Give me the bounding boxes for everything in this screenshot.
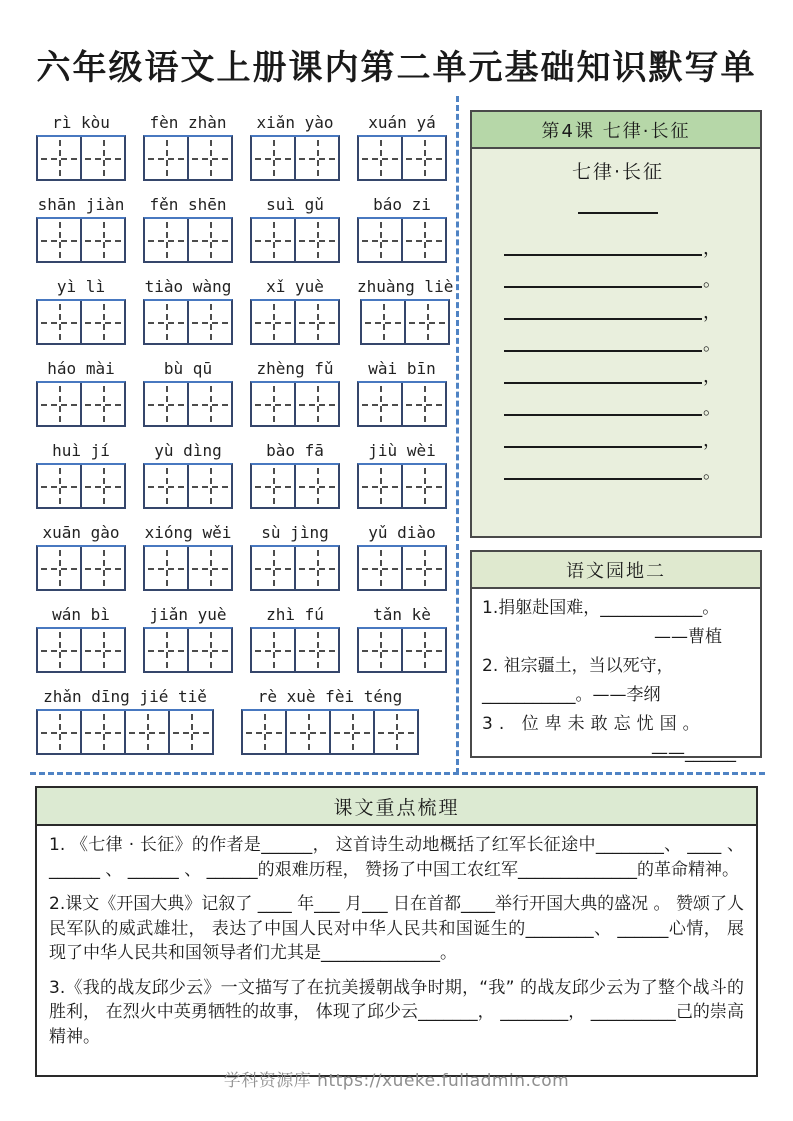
watermark-footer: 学科资源库 https://xueke.fuliadmin.com [223, 1071, 570, 1091]
writing-cell [145, 547, 189, 589]
pinyin-word-group [36, 356, 126, 427]
writing-cell [189, 465, 231, 507]
writing-cell [375, 711, 417, 753]
pinyin-label: bù qū [163, 359, 213, 378]
poem-blank-line [504, 256, 732, 291]
pinyin-word-group [36, 110, 126, 181]
pinyin-word-group [143, 602, 233, 673]
pinyin-word-group [357, 110, 447, 181]
writing-cell [189, 383, 231, 425]
writing-grid [250, 463, 340, 509]
writing-cell [38, 383, 82, 425]
writing-grid [143, 381, 233, 427]
quote-item-3: 3. 位卑未敢忘忧国。 [482, 714, 706, 734]
writing-grid [250, 381, 340, 427]
poem-line-punctuation: ， [703, 238, 721, 259]
writing-cell [126, 711, 170, 753]
writing-grid [143, 463, 233, 509]
lesson4-panel-header: 第4课 七律·长征 [472, 112, 760, 149]
pinyin-label: sù jìng [261, 523, 329, 542]
writing-cell [38, 219, 82, 261]
pinyin-label: xióng wěi [144, 523, 232, 542]
writing-cell [145, 219, 189, 261]
writing-grid [357, 217, 447, 263]
poem-blank-line [504, 416, 732, 451]
writing-cell [145, 629, 189, 671]
poem-line-punctuation: 。 [703, 270, 721, 291]
writing-cell [296, 465, 338, 507]
writing-cell [82, 383, 124, 425]
writing-grid [36, 217, 126, 263]
writing-grid [250, 545, 340, 591]
writing-cell [145, 383, 189, 425]
pinyin-word-group [241, 684, 419, 755]
pinyin-label: jiǎn yuè [149, 605, 227, 624]
writing-grid [357, 381, 447, 427]
writing-cell [296, 137, 338, 179]
poem-blank-underline [504, 350, 702, 384]
pinyin-label: yù dìng [154, 441, 222, 460]
writing-cell [82, 465, 124, 507]
pinyin-word-group [250, 356, 340, 427]
pinyin-word-group [357, 274, 453, 345]
writing-cell [296, 383, 338, 425]
lesson4-poem-panel [470, 110, 762, 538]
pinyin-label: wài bīn [368, 359, 436, 378]
writing-cell [38, 137, 82, 179]
writing-cell [170, 711, 212, 753]
writing-cell [189, 629, 231, 671]
writing-grid [36, 381, 126, 427]
pinyin-word-group [143, 110, 233, 181]
pinyin-word-group [36, 192, 126, 263]
pinyin-label: huì jí [52, 441, 110, 460]
writing-cell [38, 629, 82, 671]
quote-item-1: 1.捐躯赴国难，____________。 [482, 598, 720, 618]
poem-line-punctuation: 。 [703, 334, 721, 355]
pinyin-label: yì lì [56, 277, 106, 296]
poem-blank-line [504, 448, 732, 483]
writing-grid [143, 135, 233, 181]
yuwen-garden-header: 语文园地二 [472, 552, 760, 589]
writing-cell [82, 219, 124, 261]
writing-cell [252, 629, 296, 671]
pinyin-label: wán bì [52, 605, 110, 624]
pinyin-word-group [250, 110, 340, 181]
writing-grid [250, 135, 340, 181]
pinyin-label: zhèng fǔ [256, 359, 334, 378]
pinyin-row [36, 110, 451, 181]
writing-cell [296, 547, 338, 589]
poem-blank-underline [504, 254, 702, 288]
writing-cell [82, 301, 124, 343]
writing-grid [143, 627, 233, 673]
writing-cell [145, 137, 189, 179]
pinyin-label: yǔ diào [368, 523, 436, 542]
writing-cell [359, 383, 403, 425]
pinyin-word-group [36, 602, 126, 673]
key-points-panel [35, 786, 758, 1077]
poem-line-punctuation: 。 [703, 462, 721, 483]
writing-grid [143, 299, 233, 345]
writing-cell [359, 629, 403, 671]
writing-cell [243, 711, 287, 753]
writing-cell [403, 629, 445, 671]
pinyin-word-group [357, 438, 447, 509]
writing-cell [406, 301, 448, 343]
pinyin-label: xuán yá [368, 113, 436, 132]
quote-item-3-attribution: ——______ [651, 743, 736, 763]
poem-blank-underline [504, 222, 702, 256]
writing-cell [252, 137, 296, 179]
writing-cell [403, 547, 445, 589]
pinyin-word-group [36, 438, 126, 509]
poem-line-punctuation: ， [703, 366, 721, 387]
writing-cell [189, 137, 231, 179]
pinyin-word-group [357, 192, 447, 263]
writing-cell [38, 547, 82, 589]
pinyin-word-group [36, 684, 214, 755]
poem-lines [504, 224, 732, 483]
quote-item-1-attribution: ——曹植 [654, 627, 722, 647]
writing-cell [362, 301, 406, 343]
pinyin-row [36, 274, 454, 345]
poem-title: 七律·长征 [571, 161, 665, 183]
pinyin-word-group [250, 438, 340, 509]
writing-cell [331, 711, 375, 753]
writing-cell [252, 219, 296, 261]
pinyin-word-group [36, 520, 126, 591]
pinyin-label: rè xuè fèi téng [257, 687, 403, 706]
pinyin-label: zhuàng liè [357, 277, 454, 296]
writing-cell [145, 465, 189, 507]
writing-cell [296, 629, 338, 671]
poem-blank-underline [504, 414, 702, 448]
writing-cell [359, 465, 403, 507]
key-point-paragraph-2: 2.课文《开国大典》记叙了 ____ 年___ 月___ 日在首都____举行开国大典的盛况 。 赞颂了人民军队的威武雄壮， 表达了中国人民对中华人民共和国诞生的________、 ______心情， 展现了中华人民共和国领导者们尤其是______________。 [49, 894, 744, 963]
pinyin-label: xǐ yuè [266, 277, 324, 296]
yuwen-garden-body [472, 589, 760, 768]
poem-blank-line [504, 320, 732, 355]
writing-cell [252, 547, 296, 589]
right-column [470, 110, 762, 763]
pinyin-word-group [36, 274, 126, 345]
poem-blank-underline [504, 286, 702, 320]
vertical-dashed-divider [456, 96, 459, 774]
pinyin-label: háo mài [47, 359, 115, 378]
pinyin-grid-section [36, 110, 454, 766]
key-points-body [37, 826, 756, 1049]
poem-blank-underline [504, 382, 702, 416]
writing-grid [36, 709, 214, 755]
writing-cell [403, 219, 445, 261]
pinyin-word-group [250, 274, 340, 345]
key-point-paragraph-1: 1. 《七律 · 长征》的作者是______， 这首诗生动地概括了红军长征途中________、 ____ 、 ______ 、 ______ 、 ______的艰难历程， 赞扬了中国工农红军______________的革命精神。 [49, 835, 744, 880]
horizontal-dashed-divider [30, 772, 765, 775]
writing-cell [403, 383, 445, 425]
pinyin-word-group [143, 356, 233, 427]
poem-blank-line [504, 384, 732, 419]
pinyin-label: zhǎn dīng jié tiě [43, 687, 207, 706]
poem-body [472, 149, 760, 483]
writing-cell [82, 711, 126, 753]
writing-cell [403, 465, 445, 507]
yuwen-garden-panel [470, 550, 762, 763]
pinyin-label: jiù wèi [368, 441, 436, 460]
poem-blank-underline [504, 318, 702, 352]
pinyin-label: xuān gào [42, 523, 120, 542]
pinyin-word-group [143, 520, 233, 591]
writing-cell [252, 301, 296, 343]
writing-cell [189, 547, 231, 589]
writing-cell [189, 301, 231, 343]
writing-cell [38, 301, 82, 343]
writing-grid [36, 135, 126, 181]
pinyin-label: fěn shēn [149, 195, 227, 214]
pinyin-label: suì gǔ [266, 195, 324, 214]
page-title: 六年级语文上册课内第二单元基础知识默写单 [36, 48, 757, 88]
writing-grid [36, 463, 126, 509]
writing-cell [82, 629, 124, 671]
writing-cell [189, 219, 231, 261]
writing-grid [241, 709, 419, 755]
pinyin-word-group [250, 520, 340, 591]
writing-cell [359, 547, 403, 589]
poem-blank-line [504, 288, 732, 323]
writing-cell [403, 137, 445, 179]
writing-grid [250, 217, 340, 263]
writing-cell [296, 219, 338, 261]
writing-cell [38, 711, 82, 753]
pinyin-word-group [357, 356, 447, 427]
pinyin-word-group [357, 520, 447, 591]
pinyin-word-group [250, 192, 340, 263]
pinyin-label: báo zi [373, 195, 431, 214]
writing-grid [36, 299, 126, 345]
writing-grid [357, 463, 447, 509]
writing-cell [82, 137, 124, 179]
writing-cell [296, 301, 338, 343]
writing-cell [287, 711, 331, 753]
key-points-header: 课文重点梳理 [37, 788, 756, 826]
poem-line-punctuation: ， [703, 302, 721, 323]
pinyin-row [36, 192, 451, 263]
pinyin-word-group [357, 602, 447, 673]
pinyin-row [36, 684, 451, 755]
pinyin-word-group [250, 602, 340, 673]
pinyin-label: bào fā [266, 441, 324, 460]
poem-blank-underline [504, 446, 702, 480]
writing-grid [360, 299, 450, 345]
pinyin-label: fèn zhàn [149, 113, 227, 132]
poem-blank-line [504, 352, 732, 387]
writing-cell [252, 465, 296, 507]
quote-item-2: 2. 祖宗疆土，当以死守，___________。——李纲 [482, 656, 674, 705]
pinyin-word-group [143, 274, 233, 345]
writing-cell [38, 465, 82, 507]
poem-author-blank-line [578, 200, 658, 214]
writing-grid [357, 627, 447, 673]
pinyin-word-group [143, 438, 233, 509]
pinyin-word-group [143, 192, 233, 263]
pinyin-row [36, 602, 451, 673]
pinyin-label: tǎn kè [373, 605, 431, 624]
writing-cell [82, 547, 124, 589]
poem-line-punctuation: ， [703, 430, 721, 451]
pinyin-label: tiào wàng [144, 277, 232, 296]
pinyin-row [36, 438, 451, 509]
writing-grid [250, 627, 340, 673]
writing-cell [252, 383, 296, 425]
writing-grid [36, 545, 126, 591]
poem-blank-line [504, 224, 732, 259]
poem-line-punctuation: 。 [703, 398, 721, 419]
pinyin-label: zhì fú [266, 605, 324, 624]
writing-cell [359, 219, 403, 261]
pinyin-label: shān jiàn [37, 195, 125, 214]
writing-cell [145, 301, 189, 343]
writing-cell [359, 137, 403, 179]
pinyin-label: rì kòu [52, 113, 110, 132]
pinyin-row [36, 356, 451, 427]
pinyin-row [36, 520, 451, 591]
writing-grid [36, 627, 126, 673]
writing-grid [143, 545, 233, 591]
writing-grid [357, 545, 447, 591]
pinyin-label: xiǎn yào [256, 113, 334, 132]
writing-grid [250, 299, 340, 345]
key-point-paragraph-3: 3.《我的战友邱少云》一文描写了在抗美援朝战争时期，“我” 的战友邱少云为了整个战斗的胜利， 在烈火中英勇牺牲的故事， 体现了邱少云_______， ________， __________己的崇高精神。 [49, 977, 744, 1047]
writing-grid [143, 217, 233, 263]
writing-grid [357, 135, 447, 181]
